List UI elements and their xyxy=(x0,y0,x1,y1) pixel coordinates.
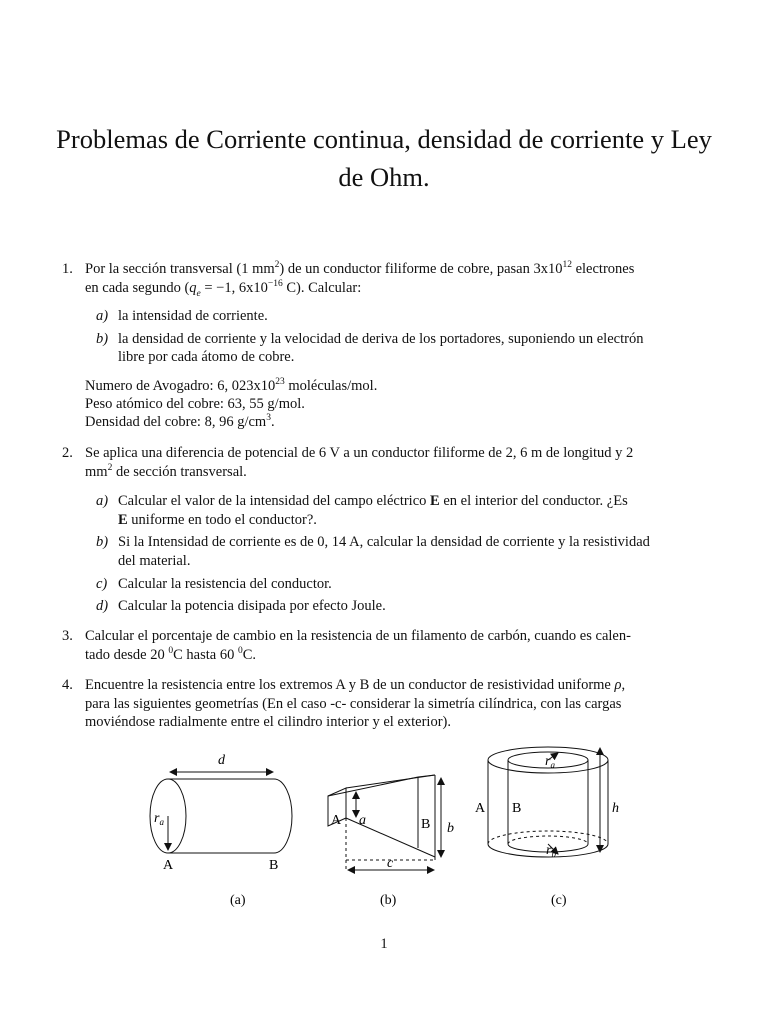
subitem-label: b) xyxy=(96,534,109,550)
text-span: C. xyxy=(242,647,256,663)
label-A: A xyxy=(331,813,342,828)
problem-text xyxy=(85,677,625,694)
label-B: B xyxy=(512,801,522,816)
text-span: mm xyxy=(85,464,108,480)
subitem-text: del material. xyxy=(118,553,191,569)
label-rb: $r_b$ xyxy=(546,843,556,859)
text-span: . xyxy=(270,414,275,430)
text-span: Densidad del cobre: 8, 96 g/cm xyxy=(85,414,267,430)
subitem-text: Si la Intensidad de corriente es de 0, 14 A, calcular la densidad de corriente y la resistividad xyxy=(118,534,650,550)
problem-text xyxy=(85,280,361,299)
superscript: 23 xyxy=(275,377,285,388)
math-symbol: q xyxy=(189,280,197,296)
caption-c: (c) xyxy=(551,893,567,908)
superscript: 0 xyxy=(168,646,174,657)
problem-text: Se aplica una diferencia de potencial de 6 V a un conductor filiforme de 2, 6 m de longitud y 2 xyxy=(85,445,634,461)
page-title xyxy=(40,120,728,196)
superscript: 2 xyxy=(274,260,280,271)
subitem-label: a) xyxy=(96,308,109,324)
problem-text: moviéndose radialmente entre el cilindro interior y el exterior). xyxy=(85,714,451,730)
caption-a: (a) xyxy=(230,893,246,908)
subitem-label: a) xyxy=(96,493,109,509)
cylinder-right-arc xyxy=(274,779,292,853)
text-span: Por la sección transversal (1 mm xyxy=(85,261,275,277)
text-span: , xyxy=(621,677,626,693)
superscript: 12 xyxy=(562,260,572,271)
math-symbol: ρ xyxy=(614,677,622,693)
subitem-label: d) xyxy=(96,598,109,614)
text-span: ) de un conductor filiforme de cobre, pasan 3x10 xyxy=(279,261,563,277)
text-span: moléculas/mol. xyxy=(284,378,378,394)
subitem-label: b) xyxy=(96,331,109,347)
superscript: 3 xyxy=(266,413,271,424)
problem-text xyxy=(85,464,247,481)
data-line xyxy=(85,378,377,395)
text-span: en el interior del conductor. ¿Es xyxy=(439,493,628,509)
text-span: C). Calcular: xyxy=(282,280,362,296)
bold-symbol: E xyxy=(118,512,128,528)
text-span: C hasta 60 xyxy=(173,647,238,663)
text-span: tado desde 20 xyxy=(85,647,169,663)
data-line: Peso atómico del cobre: 63, 55 g/mol. xyxy=(85,396,305,412)
label-a: a xyxy=(359,813,366,828)
caption-b: (b) xyxy=(380,893,397,908)
title-line-2: de Ohm. xyxy=(338,162,430,192)
subitem-label: c) xyxy=(96,576,108,592)
label-ra: $r_a$ xyxy=(545,754,555,770)
subitem-text: la intensidad de corriente. xyxy=(118,308,268,324)
label-A: A xyxy=(163,858,174,873)
subitem-text xyxy=(118,512,317,529)
label-A: A xyxy=(475,801,486,816)
subitem-text: Calcular la potencia disipada por efecto Joule. xyxy=(118,598,386,614)
problem-text: para las siguientes geometrías (En el caso -c- considerar la simetría cilíndrica, con las cargas xyxy=(85,696,622,712)
figures-diagram xyxy=(0,740,768,920)
text-span: = −1, 6x10 xyxy=(200,280,268,296)
subitem-text: la densidad de corriente y la velocidad de deriva de los portadores, suponiendo un electrón xyxy=(118,331,644,347)
text-span: Calcular el valor de la intensidad del campo eléctrico xyxy=(118,493,431,509)
label-c: c xyxy=(387,856,394,871)
problem-number: 1. xyxy=(62,261,73,277)
text-span: uniforme en todo el conductor?. xyxy=(127,512,317,528)
problem-text xyxy=(85,647,256,664)
text-span: Numero de Avogadro: 6, 023x10 xyxy=(85,378,276,394)
superscript: −16 xyxy=(267,279,283,290)
label-B: B xyxy=(421,817,431,832)
problem-number: 2. xyxy=(62,445,73,461)
text-span: en cada segundo ( xyxy=(85,280,190,296)
label-b: b xyxy=(447,821,454,836)
text-span: Encuentre la resistencia entre los extremos A y B de un conductor de resistividad uniforme xyxy=(85,677,615,693)
problem-text: Calcular el porcentaje de cambio en la resistencia de un filamento de carbón, cuando es calen- xyxy=(85,628,631,644)
problem-number: 4. xyxy=(62,677,73,693)
problem-text xyxy=(85,261,634,278)
page-number: 1 xyxy=(380,936,388,952)
label-h: h xyxy=(612,801,619,816)
superscript: 2 xyxy=(107,463,113,474)
title-line-1: Problemas de Corriente continua, densidad de corriente y Ley xyxy=(56,124,712,154)
figure-a-cylinder xyxy=(150,772,292,853)
text-span: de sección transversal. xyxy=(112,464,247,480)
problem-number: 3. xyxy=(62,628,73,644)
label-ra: $r_a$ xyxy=(154,811,164,827)
subscript: e xyxy=(196,288,201,299)
subitem-text xyxy=(118,493,628,510)
subitem-text: Calcular la resistencia del conductor. xyxy=(118,576,332,592)
label-d: d xyxy=(218,753,225,768)
text-span: electrones xyxy=(571,261,635,277)
superscript: 0 xyxy=(237,646,243,657)
bold-symbol: E xyxy=(430,493,440,509)
label-B: B xyxy=(269,858,279,873)
data-line xyxy=(85,414,275,431)
subitem-text: libre por cada átomo de cobre. xyxy=(118,349,295,365)
